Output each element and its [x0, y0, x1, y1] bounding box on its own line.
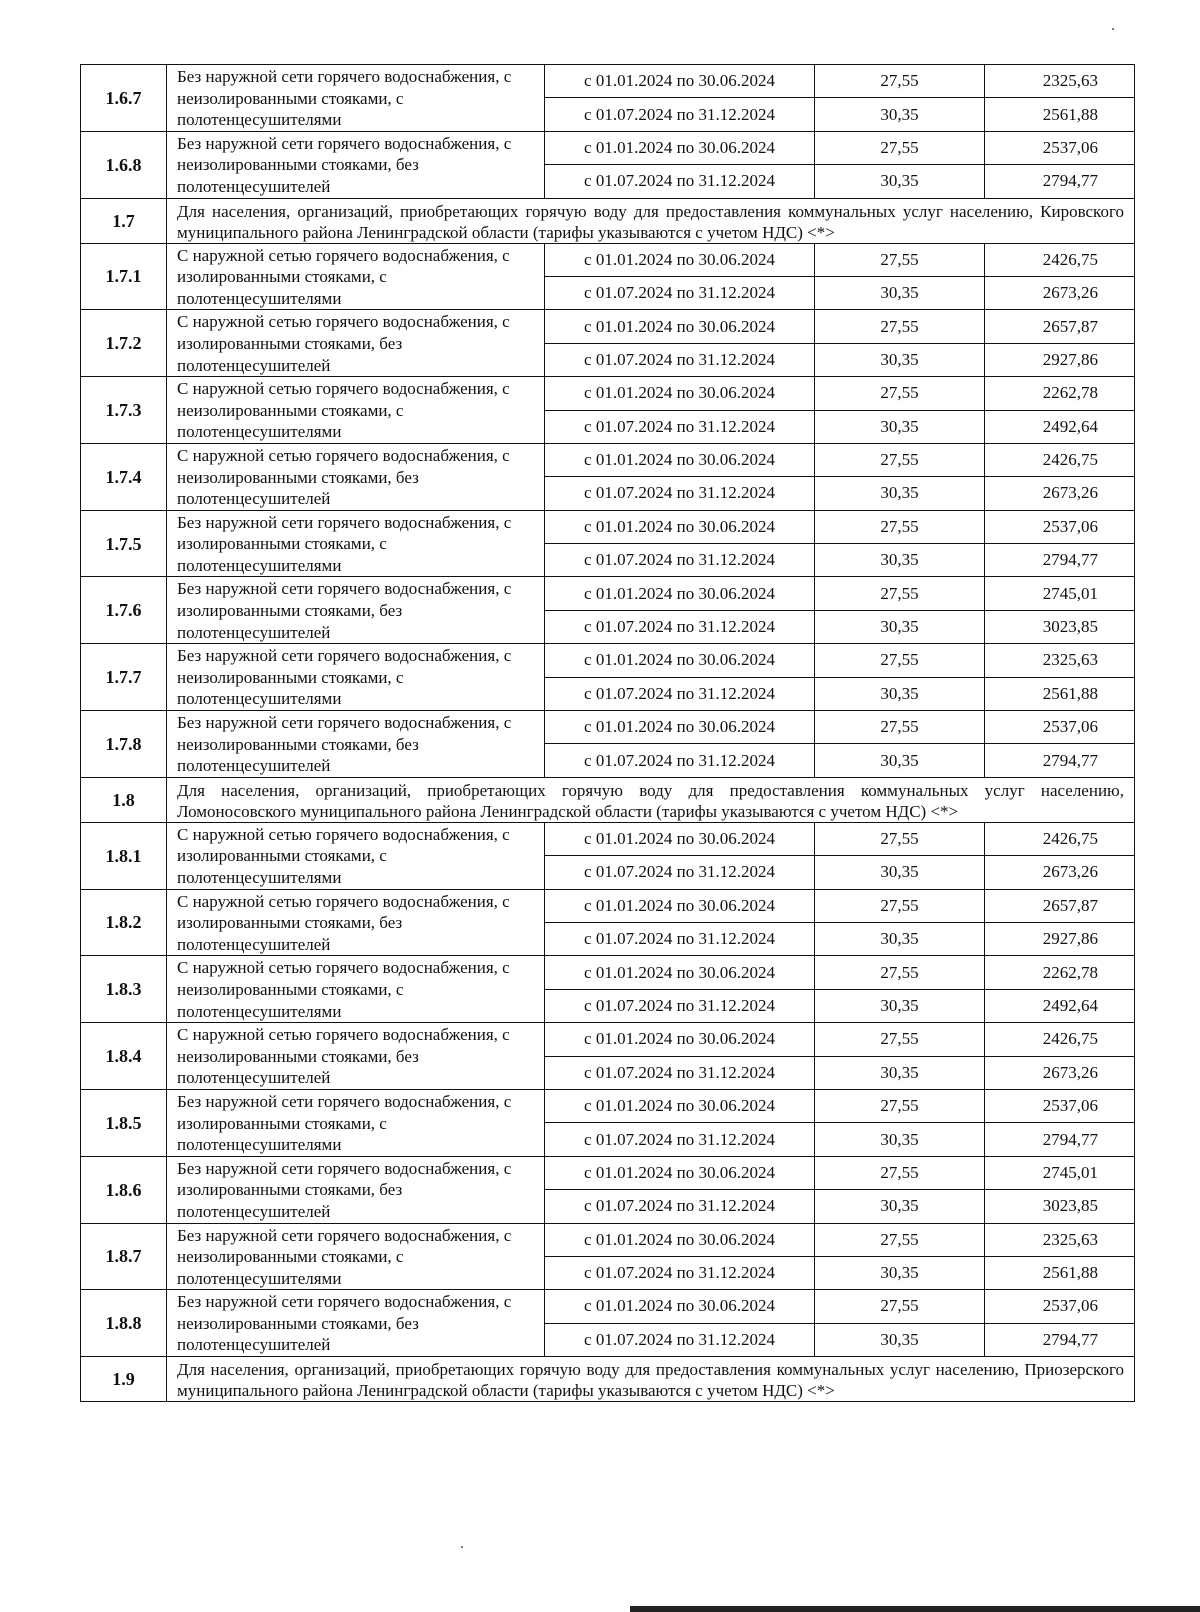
norm-cell: 30,35: [815, 1056, 985, 1089]
period-cell: с 01.01.2024 по 30.06.2024: [545, 1223, 815, 1256]
table-row: [81, 243, 1135, 276]
norm-cell: 27,55: [815, 889, 985, 922]
period-cell: с 01.07.2024 по 31.12.2024: [545, 343, 815, 376]
period-cell: с 01.07.2024 по 31.12.2024: [545, 922, 815, 955]
period-cell: с 01.01.2024 по 30.06.2024: [545, 1023, 815, 1056]
norm-cell: 27,55: [815, 510, 985, 543]
norm-cell: 27,55: [815, 822, 985, 855]
item-number: 1.8.2: [81, 889, 167, 956]
item-description: С наружной сетью горячего водоснабжения, с изолированными стояками, с полотенцесушителями: [167, 243, 545, 310]
table-row: [81, 822, 1135, 855]
item-description: Без наружной сети горячего водоснабжения, с неизолированными стояками, с полотенцесушителями: [167, 65, 545, 132]
norm-cell: 30,35: [815, 677, 985, 710]
norm-cell: 30,35: [815, 610, 985, 643]
norm-cell: 27,55: [815, 243, 985, 276]
norm-cell: 30,35: [815, 544, 985, 577]
section-description: Для населения, организаций, приобретающих горячую воду для предоставления коммунальных услуг населению, Кировского муниципального района Ленинградской области (тарифы указываются с учетом НДС) <*>: [167, 198, 1135, 243]
scan-speck: [1112, 28, 1114, 30]
period-cell: с 01.01.2024 по 30.06.2024: [545, 377, 815, 410]
item-description: С наружной сетью горячего водоснабжения, с неизолированными стояками, без полотенцесушителей: [167, 1023, 545, 1090]
norm-cell: 27,55: [815, 1290, 985, 1323]
period-cell: с 01.01.2024 по 30.06.2024: [545, 822, 815, 855]
norm-cell: 27,55: [815, 131, 985, 164]
period-cell: с 01.01.2024 по 30.06.2024: [545, 310, 815, 343]
period-cell: с 01.07.2024 по 31.12.2024: [545, 1123, 815, 1156]
item-number: 1.7.2: [81, 310, 167, 377]
norm-cell: 27,55: [815, 1223, 985, 1256]
tariff-cell: 2537,06: [985, 510, 1135, 543]
tariff-cell: 2745,01: [985, 1156, 1135, 1189]
norm-cell: 30,35: [815, 276, 985, 309]
tariff-cell: 2927,86: [985, 922, 1135, 955]
item-description: Без наружной сети горячего водоснабжения, с неизолированными стояками, без полотенцесушителей: [167, 1290, 545, 1357]
period-cell: с 01.01.2024 по 30.06.2024: [545, 644, 815, 677]
tariff-cell: 2325,63: [985, 1223, 1135, 1256]
item-description: Без наружной сети горячего водоснабжения, с изолированными стояками, с полотенцесушителями: [167, 510, 545, 577]
norm-cell: 30,35: [815, 477, 985, 510]
item-description: С наружной сетью горячего водоснабжения, с неизолированными стояками, с полотенцесушителями: [167, 377, 545, 444]
item-description: С наружной сетью горячего водоснабжения, с неизолированными стояками, с полотенцесушителями: [167, 956, 545, 1023]
section-row: [81, 198, 1135, 243]
item-number: 1.8.8: [81, 1290, 167, 1357]
item-number: 1.7.7: [81, 644, 167, 711]
item-description: Без наружной сети горячего водоснабжения, с изолированными стояками, с полотенцесушителями: [167, 1089, 545, 1156]
table-row: [81, 65, 1135, 98]
period-cell: с 01.01.2024 по 30.06.2024: [545, 443, 815, 476]
period-cell: с 01.07.2024 по 31.12.2024: [545, 856, 815, 889]
norm-cell: 30,35: [815, 98, 985, 131]
norm-cell: 27,55: [815, 377, 985, 410]
item-description: С наружной сетью горячего водоснабжения, с изолированными стояками, с полотенцесушителями: [167, 822, 545, 889]
item-description: Без наружной сети горячего водоснабжения, с изолированными стояками, без полотенцесушителей: [167, 577, 545, 644]
tariff-cell: 2794,77: [985, 1323, 1135, 1356]
table-row: [81, 1223, 1135, 1256]
tariff-table: [80, 64, 1135, 1402]
norm-cell: 30,35: [815, 1323, 985, 1356]
norm-cell: 27,55: [815, 1089, 985, 1122]
period-cell: с 01.01.2024 по 30.06.2024: [545, 131, 815, 164]
period-cell: с 01.07.2024 по 31.12.2024: [545, 610, 815, 643]
table-row: [81, 644, 1135, 677]
period-cell: с 01.01.2024 по 30.06.2024: [545, 510, 815, 543]
tariff-cell: 2561,88: [985, 98, 1135, 131]
norm-cell: 27,55: [815, 1156, 985, 1189]
period-cell: с 01.07.2024 по 31.12.2024: [545, 410, 815, 443]
item-description: С наружной сетью горячего водоснабжения, с изолированными стояками, без полотенцесушителей: [167, 310, 545, 377]
tariff-cell: 2657,87: [985, 889, 1135, 922]
norm-cell: 30,35: [815, 1256, 985, 1289]
table-row: [81, 1023, 1135, 1056]
period-cell: с 01.07.2024 по 31.12.2024: [545, 677, 815, 710]
norm-cell: 27,55: [815, 65, 985, 98]
section-description: Для населения, организаций, приобретающих горячую воду для предоставления коммунальных услуг населению, Ломоносовского муниципального района Ленинградской области (тарифы указываются с учетом НДС) <*>: [167, 777, 1135, 822]
norm-cell: 30,35: [815, 989, 985, 1022]
tariff-cell: 2537,06: [985, 711, 1135, 744]
norm-cell: 30,35: [815, 165, 985, 198]
table-row: [81, 131, 1135, 164]
period-cell: с 01.07.2024 по 31.12.2024: [545, 1256, 815, 1289]
item-number: 1.8.7: [81, 1223, 167, 1290]
item-number: 1.7.1: [81, 243, 167, 310]
item-number: 1.6.7: [81, 65, 167, 132]
tariff-cell: 2673,26: [985, 276, 1135, 309]
tariff-cell: 2537,06: [985, 1290, 1135, 1323]
scan-edge-bar: [630, 1606, 1200, 1612]
period-cell: с 01.07.2024 по 31.12.2024: [545, 744, 815, 777]
period-cell: с 01.01.2024 по 30.06.2024: [545, 243, 815, 276]
tariff-cell: 2561,88: [985, 677, 1135, 710]
period-cell: с 01.01.2024 по 30.06.2024: [545, 889, 815, 922]
tariff-cell: 2673,26: [985, 1056, 1135, 1089]
tariff-cell: 2325,63: [985, 644, 1135, 677]
period-cell: с 01.01.2024 по 30.06.2024: [545, 65, 815, 98]
item-description: Без наружной сети горячего водоснабжения, с неизолированными стояками, с полотенцесушителями: [167, 1223, 545, 1290]
period-cell: с 01.07.2024 по 31.12.2024: [545, 1190, 815, 1223]
section-description: Для населения, организаций, приобретающих горячую воду для предоставления коммунальных услуг населению, Приозерского муниципального района Ленинградской области (тарифы указываются с учетом НДС) <*>: [167, 1357, 1135, 1402]
period-cell: с 01.01.2024 по 30.06.2024: [545, 1089, 815, 1122]
period-cell: с 01.01.2024 по 30.06.2024: [545, 1156, 815, 1189]
item-description: С наружной сетью горячего водоснабжения, с неизолированными стояками, без полотенцесушителей: [167, 443, 545, 510]
table-row: [81, 1156, 1135, 1189]
item-description: Без наружной сети горячего водоснабжения, с неизолированными стояками, без полотенцесушителей: [167, 711, 545, 778]
table-row: [81, 1089, 1135, 1122]
tariff-cell: 3023,85: [985, 1190, 1135, 1223]
norm-cell: 27,55: [815, 1023, 985, 1056]
norm-cell: 27,55: [815, 577, 985, 610]
tariff-cell: 2325,63: [985, 65, 1135, 98]
table-row: [81, 577, 1135, 610]
tariff-cell: 2426,75: [985, 1023, 1135, 1056]
tariff-cell: 2537,06: [985, 131, 1135, 164]
tariff-cell: 2492,64: [985, 410, 1135, 443]
table-row: [81, 443, 1135, 476]
table-row: [81, 510, 1135, 543]
tariff-cell: 2657,87: [985, 310, 1135, 343]
item-number: 1.7.6: [81, 577, 167, 644]
period-cell: с 01.07.2024 по 31.12.2024: [545, 1056, 815, 1089]
item-description: Без наружной сети горячего водоснабжения, с неизолированными стояками, без полотенцесушителей: [167, 131, 545, 198]
section-number: 1.7: [81, 198, 167, 243]
tariff-cell: 2262,78: [985, 956, 1135, 989]
table-row: [81, 310, 1135, 343]
period-cell: с 01.07.2024 по 31.12.2024: [545, 276, 815, 309]
tariff-cell: 3023,85: [985, 610, 1135, 643]
section-number: 1.8: [81, 777, 167, 822]
table-row: [81, 889, 1135, 922]
norm-cell: 27,55: [815, 956, 985, 989]
norm-cell: 27,55: [815, 310, 985, 343]
period-cell: с 01.07.2024 по 31.12.2024: [545, 1323, 815, 1356]
norm-cell: 30,35: [815, 922, 985, 955]
norm-cell: 30,35: [815, 410, 985, 443]
tariff-table-body: [81, 65, 1135, 1402]
item-number: 1.7.5: [81, 510, 167, 577]
item-number: 1.8.6: [81, 1156, 167, 1223]
period-cell: с 01.07.2024 по 31.12.2024: [545, 165, 815, 198]
norm-cell: 27,55: [815, 443, 985, 476]
tariff-cell: 2794,77: [985, 1123, 1135, 1156]
period-cell: с 01.07.2024 по 31.12.2024: [545, 544, 815, 577]
period-cell: с 01.01.2024 по 30.06.2024: [545, 577, 815, 610]
period-cell: с 01.07.2024 по 31.12.2024: [545, 477, 815, 510]
period-cell: с 01.07.2024 по 31.12.2024: [545, 989, 815, 1022]
tariff-cell: 2426,75: [985, 822, 1135, 855]
tariff-cell: 2262,78: [985, 377, 1135, 410]
norm-cell: 30,35: [815, 744, 985, 777]
scan-speck: [461, 1546, 463, 1548]
period-cell: с 01.01.2024 по 30.06.2024: [545, 711, 815, 744]
period-cell: с 01.01.2024 по 30.06.2024: [545, 1290, 815, 1323]
section-row: [81, 1357, 1135, 1402]
item-number: 1.7.8: [81, 711, 167, 778]
table-row: [81, 1290, 1135, 1323]
item-number: 1.8.3: [81, 956, 167, 1023]
norm-cell: 27,55: [815, 711, 985, 744]
tariff-cell: 2426,75: [985, 243, 1135, 276]
section-row: [81, 777, 1135, 822]
norm-cell: 30,35: [815, 1123, 985, 1156]
item-number: 1.8.4: [81, 1023, 167, 1090]
tariff-cell: 2673,26: [985, 856, 1135, 889]
tariff-cell: 2537,06: [985, 1089, 1135, 1122]
tariff-cell: 2794,77: [985, 165, 1135, 198]
norm-cell: 30,35: [815, 1190, 985, 1223]
item-number: 1.7.4: [81, 443, 167, 510]
tariff-cell: 2794,77: [985, 744, 1135, 777]
item-number: 1.8.5: [81, 1089, 167, 1156]
tariff-cell: 2673,26: [985, 477, 1135, 510]
item-number: 1.6.8: [81, 131, 167, 198]
tariff-cell: 2492,64: [985, 989, 1135, 1022]
table-row: [81, 377, 1135, 410]
section-number: 1.9: [81, 1357, 167, 1402]
norm-cell: 27,55: [815, 644, 985, 677]
period-cell: с 01.01.2024 по 30.06.2024: [545, 956, 815, 989]
tariff-cell: 2426,75: [985, 443, 1135, 476]
table-row: [81, 956, 1135, 989]
table-row: [81, 711, 1135, 744]
period-cell: с 01.07.2024 по 31.12.2024: [545, 98, 815, 131]
tariff-cell: 2561,88: [985, 1256, 1135, 1289]
item-number: 1.7.3: [81, 377, 167, 444]
tariff-cell: 2745,01: [985, 577, 1135, 610]
norm-cell: 30,35: [815, 856, 985, 889]
norm-cell: 30,35: [815, 343, 985, 376]
item-description: Без наружной сети горячего водоснабжения, с неизолированными стояками, с полотенцесушителями: [167, 644, 545, 711]
item-description: Без наружной сети горячего водоснабжения, с изолированными стояками, без полотенцесушителей: [167, 1156, 545, 1223]
item-description: С наружной сетью горячего водоснабжения, с изолированными стояками, без полотенцесушителей: [167, 889, 545, 956]
tariff-cell: 2927,86: [985, 343, 1135, 376]
tariff-cell: 2794,77: [985, 544, 1135, 577]
item-number: 1.8.1: [81, 822, 167, 889]
